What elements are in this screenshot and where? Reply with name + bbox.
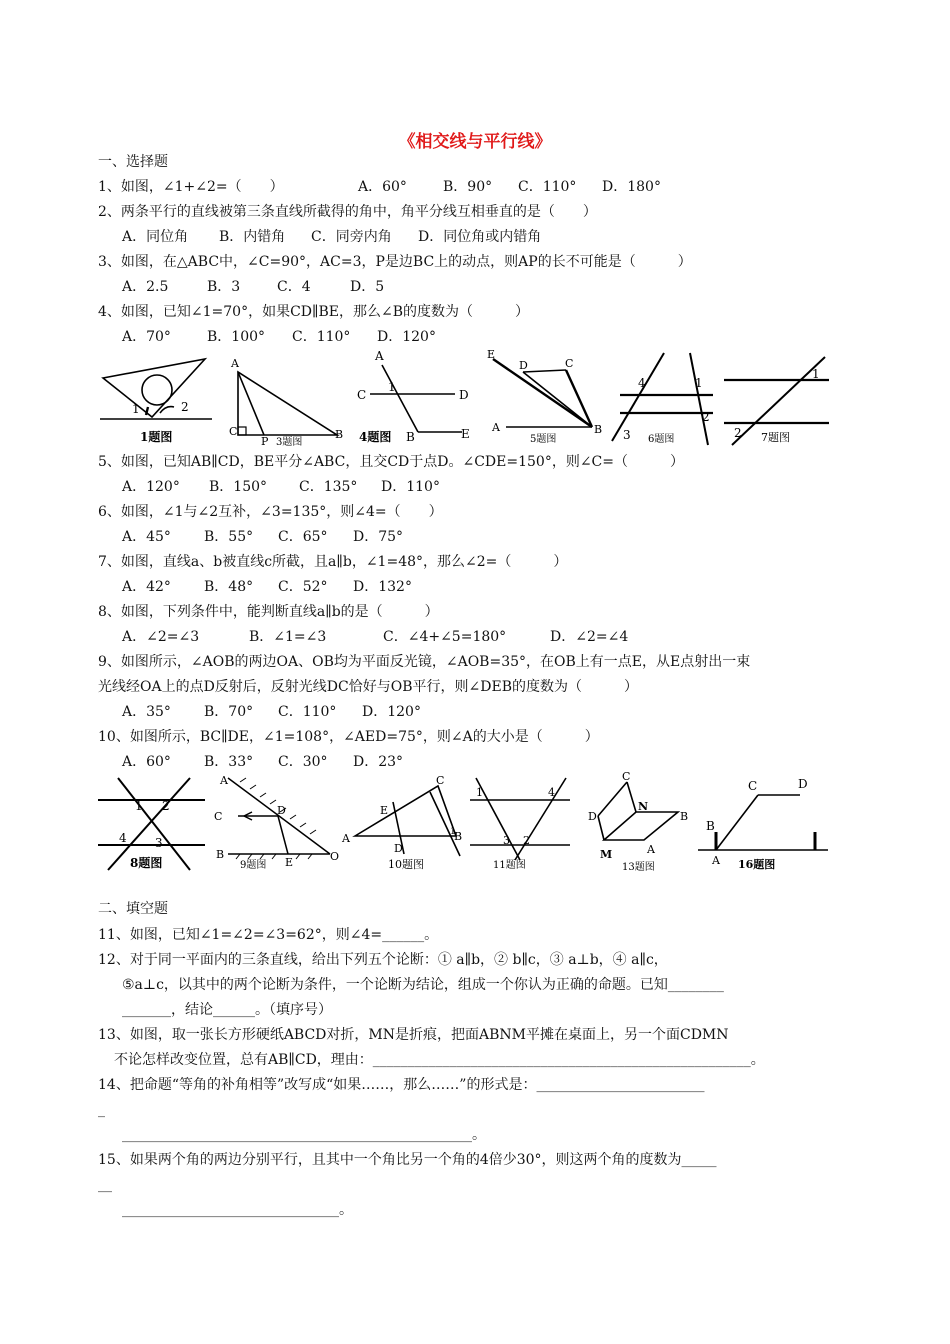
question-5-stem: 5、如图，已知AB∥CD，BE平分∠ABC，且交CD于点D。∠CDE=150°，则∠C=（ ） [98, 454, 684, 470]
figure-label: D [394, 842, 403, 855]
question-4-stem: 4、如图，已知∠1=70°，如果CD∥BE，那么∠B的度数为（ ） [98, 304, 530, 320]
question-12: 12、对于同一平面内的三条直线，给出下列五个论断：① a∥b，② b∥c，③ a⊥b，④ a∥c， [98, 952, 668, 968]
figure-label: C [622, 770, 631, 783]
figure-label: 3 [623, 428, 631, 442]
figure-label: C [229, 425, 238, 438]
option: B．∠1=∠3 [249, 629, 327, 645]
figure-caption: 16题图 [738, 858, 776, 871]
figure-label: B [706, 819, 715, 833]
option: D．5 [350, 279, 385, 295]
figure-label: E [461, 427, 470, 441]
figure-caption: 13题图 [622, 862, 655, 873]
figure-label: 2 [523, 834, 530, 847]
figure-caption: 7题图 [761, 431, 790, 444]
option: B．100° [207, 329, 266, 345]
figure-label: 3 [155, 836, 163, 850]
figure-label: 1 [450, 827, 456, 837]
option: B．55° [204, 529, 254, 545]
figure-9 [228, 778, 330, 859]
figure-label: C [436, 774, 445, 787]
figure-label: A [220, 774, 228, 787]
figure-5 [493, 359, 592, 427]
figure-row-2 [0, 770, 950, 875]
question-12-cont: _______，结论______。（填序号） [122, 1002, 332, 1018]
figure-4 [370, 365, 462, 432]
figure-label: A [231, 357, 239, 370]
option: B．3 [207, 279, 241, 295]
option: C．110° [292, 329, 351, 345]
section-heading: 二、填空题 [98, 901, 168, 917]
figure-label: A [712, 854, 720, 867]
figure-label: 1 [388, 380, 396, 394]
option: C．135° [299, 479, 358, 495]
figure-label: 4 [638, 376, 646, 390]
figure-caption: 6题图 [648, 434, 675, 445]
figure-11 [470, 778, 570, 860]
question-6-options [122, 528, 403, 546]
option: B．90° [443, 179, 493, 195]
question-8-options [122, 628, 628, 646]
figure-label: 2 [181, 400, 189, 414]
figure-label: 2 [162, 799, 170, 813]
question-9-stem-cont: 光线经OA上的点D反射后，反射光线DC恰好与OB平行，则∠DEB的度数为（ ） [98, 679, 638, 695]
figure-label: B [216, 848, 225, 861]
figure-label: B [406, 430, 415, 444]
option: B．33° [204, 754, 254, 770]
figure-label: 1 [476, 786, 483, 799]
question-7-stem: 7、如图，直线a、b被直线c所截，且a∥b，∠1=48°，那么∠2=（ ） [98, 554, 568, 570]
figure-label: 1 [132, 402, 140, 416]
option: D．180° [602, 179, 661, 195]
figure-caption: 1题图 [140, 430, 173, 444]
option: D．120° [362, 704, 421, 720]
option: B．70° [204, 704, 254, 720]
figure-label: E [285, 856, 294, 869]
option: A．120° [122, 479, 180, 495]
question-5-options [122, 478, 440, 496]
option: A．60° [358, 179, 407, 195]
figure-caption: 4题图 [359, 430, 392, 444]
figure-label: 1 [135, 799, 143, 813]
option: B．内错角 [219, 229, 286, 245]
question-2-options [122, 228, 541, 246]
figure-label: O [330, 850, 340, 863]
figure-label: D [519, 359, 528, 372]
figure-caption: 10题图 [388, 858, 424, 871]
question-12-cont: ⑤a⊥c，以其中的两个论断为条件，一个论断为结论，组成一个你认为正确的命题。已知________ [122, 977, 724, 993]
figure-label: C [748, 779, 758, 793]
figure-label: 3 [503, 834, 510, 847]
question-15-answer-line: _______________________________。 [122, 1202, 353, 1218]
option: D．75° [353, 529, 404, 545]
figure-label: D [588, 810, 597, 823]
figure-label: C [565, 357, 574, 370]
option: A．60° [122, 754, 171, 770]
figure-1 [100, 359, 212, 419]
section-heading: 一、选择题 [98, 154, 168, 170]
option: B．48° [204, 579, 254, 595]
question-3-stem: 3、如图，在△ABC中，∠C=90°，AC=3，P是边BC上的动点，则AP的长不可能是（ ） [98, 254, 692, 270]
figure-label: A [647, 843, 655, 856]
option: A．35° [122, 704, 171, 720]
option: A．∠2=∠3 [122, 629, 200, 645]
figure-3 [238, 372, 337, 435]
option: D．132° [353, 579, 412, 595]
option: A．45° [122, 529, 171, 545]
question-9-stem: 9、如图所示，∠AOB的两边OA、OB均为平面反光镜，∠AOB=35°，在OB上有一点E，从E点射出一束 [98, 654, 751, 670]
question-10-options [122, 753, 403, 771]
figure-label: E [487, 348, 496, 361]
question-14-cont: _ [98, 1102, 105, 1118]
question-3-options [122, 278, 384, 296]
figure-label: 2 [734, 426, 742, 440]
option: C．30° [278, 754, 328, 770]
figure-label: D [798, 777, 808, 791]
figure-label: 4 [548, 786, 555, 799]
figure-label: A [375, 349, 384, 363]
question-4-options [122, 328, 436, 346]
page-title: 《相交线与平行线》 [398, 132, 552, 152]
option: C．110° [518, 179, 577, 195]
option: D．∠2=∠4 [550, 629, 629, 645]
figure-label: A [492, 421, 500, 434]
option: A．2.5 [122, 279, 169, 295]
figure-label: N [638, 800, 649, 813]
option: D．23° [353, 754, 404, 770]
question-1 [98, 178, 661, 196]
option: C．110° [278, 704, 337, 720]
question-stem: 1、如图，∠1+∠2=（ ） [98, 179, 284, 195]
figure-label: M [600, 848, 613, 861]
option: B．150° [209, 479, 268, 495]
figure-caption: 11题图 [493, 860, 526, 871]
figure-row-1 [0, 345, 950, 450]
figure-label: C [357, 388, 367, 402]
figure-label: B [680, 810, 689, 823]
question-8-stem: 8、如图，下列条件中，能判断直线a∥b的是（ ） [98, 604, 439, 620]
option: D．110° [381, 479, 440, 495]
option: A．70° [122, 329, 171, 345]
option: C．65° [278, 529, 328, 545]
figure-label: A [342, 832, 350, 845]
question-6-stem: 6、如图，∠1与∠2互补，∠3=135°，则∠4=（ ） [98, 504, 443, 520]
figure-caption: 9题图 [240, 860, 267, 871]
figure-caption: 3题图 [276, 437, 303, 448]
question-13-cont: 不论怎样改变位置，总有AB∥CD，理由：______________________________________________________。 [114, 1052, 765, 1068]
option: A．42° [122, 579, 171, 595]
figure-label: 1 [695, 376, 703, 390]
option: A．同位角 [122, 229, 189, 245]
figure-label: D [277, 804, 286, 817]
question-15-cont: __ [98, 1177, 112, 1193]
option: C．52° [278, 579, 328, 595]
figure-10 [355, 786, 463, 856]
option: C．∠4+∠5=180° [383, 629, 507, 645]
figure-caption: 8题图 [130, 856, 163, 870]
question-2-stem: 2、两条平行的直线被第三条直线所截得的角中，角平分线互相垂直的是（ ） [98, 204, 597, 220]
question-14-answer-line: __________________________________________________。 [122, 1127, 486, 1143]
question-13: 13、如图，取一张长方形硬纸ABCD对折，MN是折痕，把面ABNM平摊在桌面上，另一个面CDMN [98, 1027, 729, 1043]
question-10-stem: 10、如图所示，BC∥DE，∠1=108°，∠AED=75°，则∠A的大小是（ ） [98, 729, 599, 745]
figure-caption: 5题图 [530, 434, 557, 445]
figure-label: B [594, 423, 603, 436]
figure-16 [698, 795, 828, 850]
option: D．同位角或内错角 [418, 229, 542, 245]
figure-label: B [335, 428, 344, 441]
figure-label: P [261, 435, 269, 448]
figure-label: C [214, 810, 223, 823]
option: C．4 [277, 279, 311, 295]
question-14: 14、把命题“等角的补角相等”改写成“如果……，那么……”的形式是：________________________ [98, 1077, 705, 1093]
option: D．120° [377, 329, 436, 345]
question-15: 15、如果两个角的两边分别平行，且其中一个角比另一个角的4倍少30°，则这两个角的度数为_____ [98, 1152, 717, 1168]
figure-label: 1 [812, 367, 820, 381]
option: C．同旁内角 [311, 229, 392, 245]
figure-label: B [454, 830, 463, 843]
figure-label: E [380, 804, 389, 817]
figure-label: 2 [702, 410, 710, 424]
figure-label: 4 [119, 831, 127, 845]
question-11: 11、如图，已知∠1=∠2=∠3=62°，则∠4=______。 [98, 927, 439, 943]
question-7-options [122, 578, 412, 596]
figure-label: D [459, 388, 469, 402]
question-9-options [122, 703, 421, 721]
